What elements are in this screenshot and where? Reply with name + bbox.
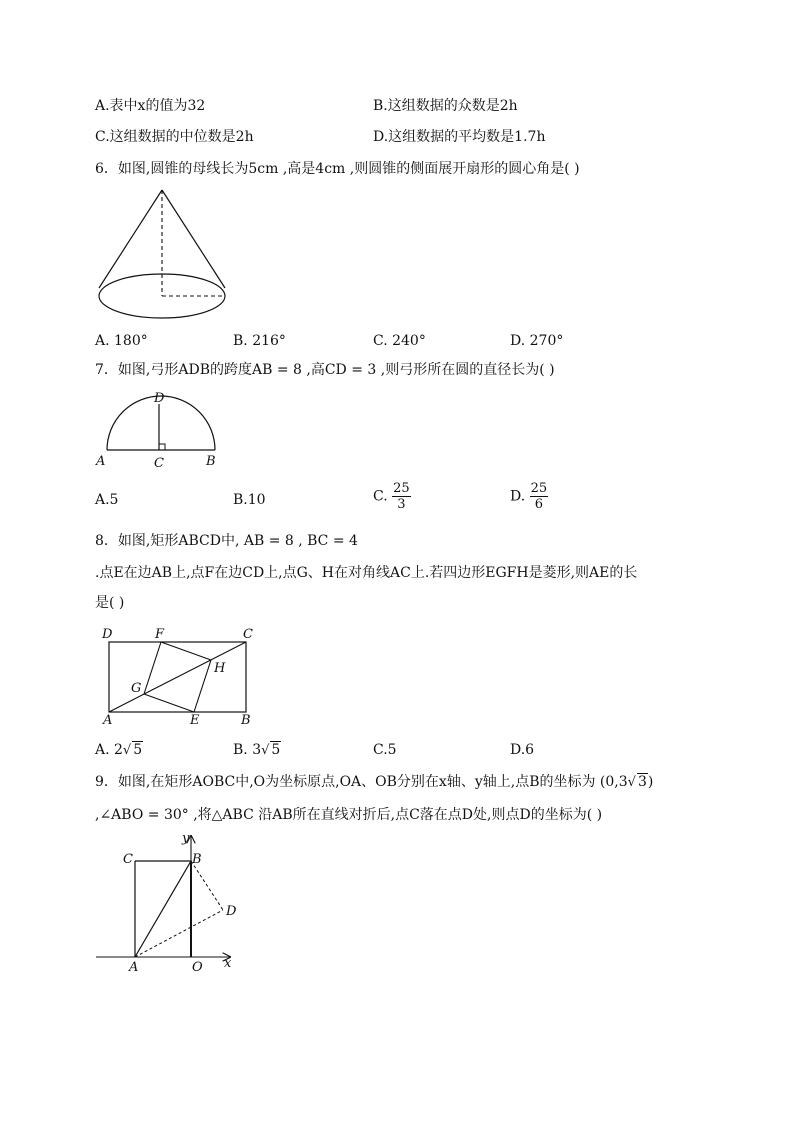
q7-option-a: A.5	[95, 492, 119, 508]
q8-option-b-radicand: 5	[271, 742, 281, 758]
q8-stem-line2: .点E在边AB上,点F在边CD上,点G、H在对角线AC上.若四边形EGFH是菱形,则AE的长	[95, 565, 638, 581]
q7-option-c-numerator: 25	[393, 481, 410, 496]
diagonal-ab	[135, 861, 191, 957]
label-c: C	[123, 852, 133, 867]
label-e: E	[190, 713, 200, 728]
label-f: F	[155, 627, 165, 642]
q7-option-c-fraction	[392, 481, 411, 512]
q7-option-c-prefix: C.	[373, 488, 388, 505]
diagonal-ac	[109, 642, 246, 712]
label-c: C	[243, 627, 253, 642]
label-c: C	[154, 456, 164, 471]
label-h: H	[214, 661, 226, 676]
q8-option-b: B. 3√ 5	[233, 742, 281, 758]
q6-option-b: B. 216°	[233, 333, 286, 349]
q8-option-a: A. 2√ 5	[95, 742, 143, 758]
coordinate-figure	[94, 830, 244, 976]
label-g: G	[131, 681, 142, 696]
right-angle-mark	[159, 444, 165, 450]
label-b: B	[206, 454, 216, 469]
q9-stem-line1: 9．如图,在矩形AOBC中,O为坐标原点,OA、OB分别在x轴、y轴上,点B的坐标为 (0,3√ 3)	[95, 774, 654, 790]
q9-stem-radicand: 3	[637, 774, 647, 790]
q8-option-c: C.5	[373, 742, 397, 758]
rectangle-figure	[98, 624, 260, 730]
q7-option-d	[510, 481, 548, 512]
label-d: D	[102, 627, 113, 642]
label-a: A	[129, 960, 139, 975]
cone-right-slant	[162, 190, 225, 288]
q6-stem: 6．如图,圆锥的母线长为5cm ,高是4cm ,则圆锥的侧面展开扇形的圆心角是( )	[95, 161, 580, 177]
label-x: x	[224, 956, 232, 971]
label-d: D	[226, 904, 237, 919]
label-o: O	[192, 960, 203, 975]
q6-option-a: A. 180°	[95, 333, 148, 349]
q7-option-d-denominator: 6	[534, 497, 544, 512]
q7-option-c-denominator: 3	[397, 497, 406, 512]
q9-stem-line2: ,∠ABO = 30° ,将△ABC 沿AB所在直线对折后,点C落在点D处,则点D的坐标为( )	[95, 807, 603, 823]
side-hf	[161, 642, 211, 660]
q9-stem-line1-text: 9．如图,在矩形AOBC中,O为坐标原点,OA、OB分别在x轴、y轴上,点B的坐标为 (0,3	[95, 774, 628, 790]
q7-option-c	[373, 481, 411, 512]
q7-stem: 7．如图,弓形ADB的跨度AB = 8 ,高CD = 3 ,则弓形所在圆的直径长为( )	[95, 362, 555, 378]
q8-option-d: D.6	[510, 742, 535, 758]
q8-option-b-prefix: B. 3	[233, 742, 262, 758]
q5-option-b: B.这组数据的众数是2h	[373, 98, 518, 114]
q5-option-a: A.表中x的值为32	[95, 98, 206, 114]
q7-option-b: B.10	[233, 492, 266, 508]
q7-option-d-fraction	[530, 481, 549, 512]
q8-stem-line3: 是( )	[95, 595, 125, 611]
cone-figure	[96, 186, 228, 324]
q7-option-d-numerator: 25	[530, 481, 548, 496]
q6-option-c: C. 240°	[373, 333, 426, 349]
q5-option-c: C.这组数据的中位数是2h	[95, 129, 254, 145]
label-d: D	[154, 391, 165, 406]
cone-left-slant	[99, 190, 162, 288]
q9-stem-line1-close: )	[647, 774, 654, 790]
q8-option-a-prefix: A. 2	[95, 742, 123, 758]
dashed-bd	[191, 861, 223, 910]
segment-figure	[92, 388, 222, 472]
label-b: B	[241, 713, 251, 728]
q8-stem-line1: 8．如图,矩形ABCD中, AB = 8 , BC = 4	[95, 533, 358, 549]
q7-option-d-prefix: D.	[510, 488, 526, 505]
side-ge	[144, 694, 194, 712]
q6-option-d: D. 270°	[510, 333, 564, 349]
q8-option-a-radicand: 5	[133, 742, 143, 758]
label-y: y	[182, 831, 190, 846]
label-b: B	[192, 852, 202, 867]
label-a: A	[103, 713, 113, 728]
label-a: A	[96, 454, 106, 469]
q5-option-d: D.这组数据的平均数是1.7h	[373, 129, 546, 145]
